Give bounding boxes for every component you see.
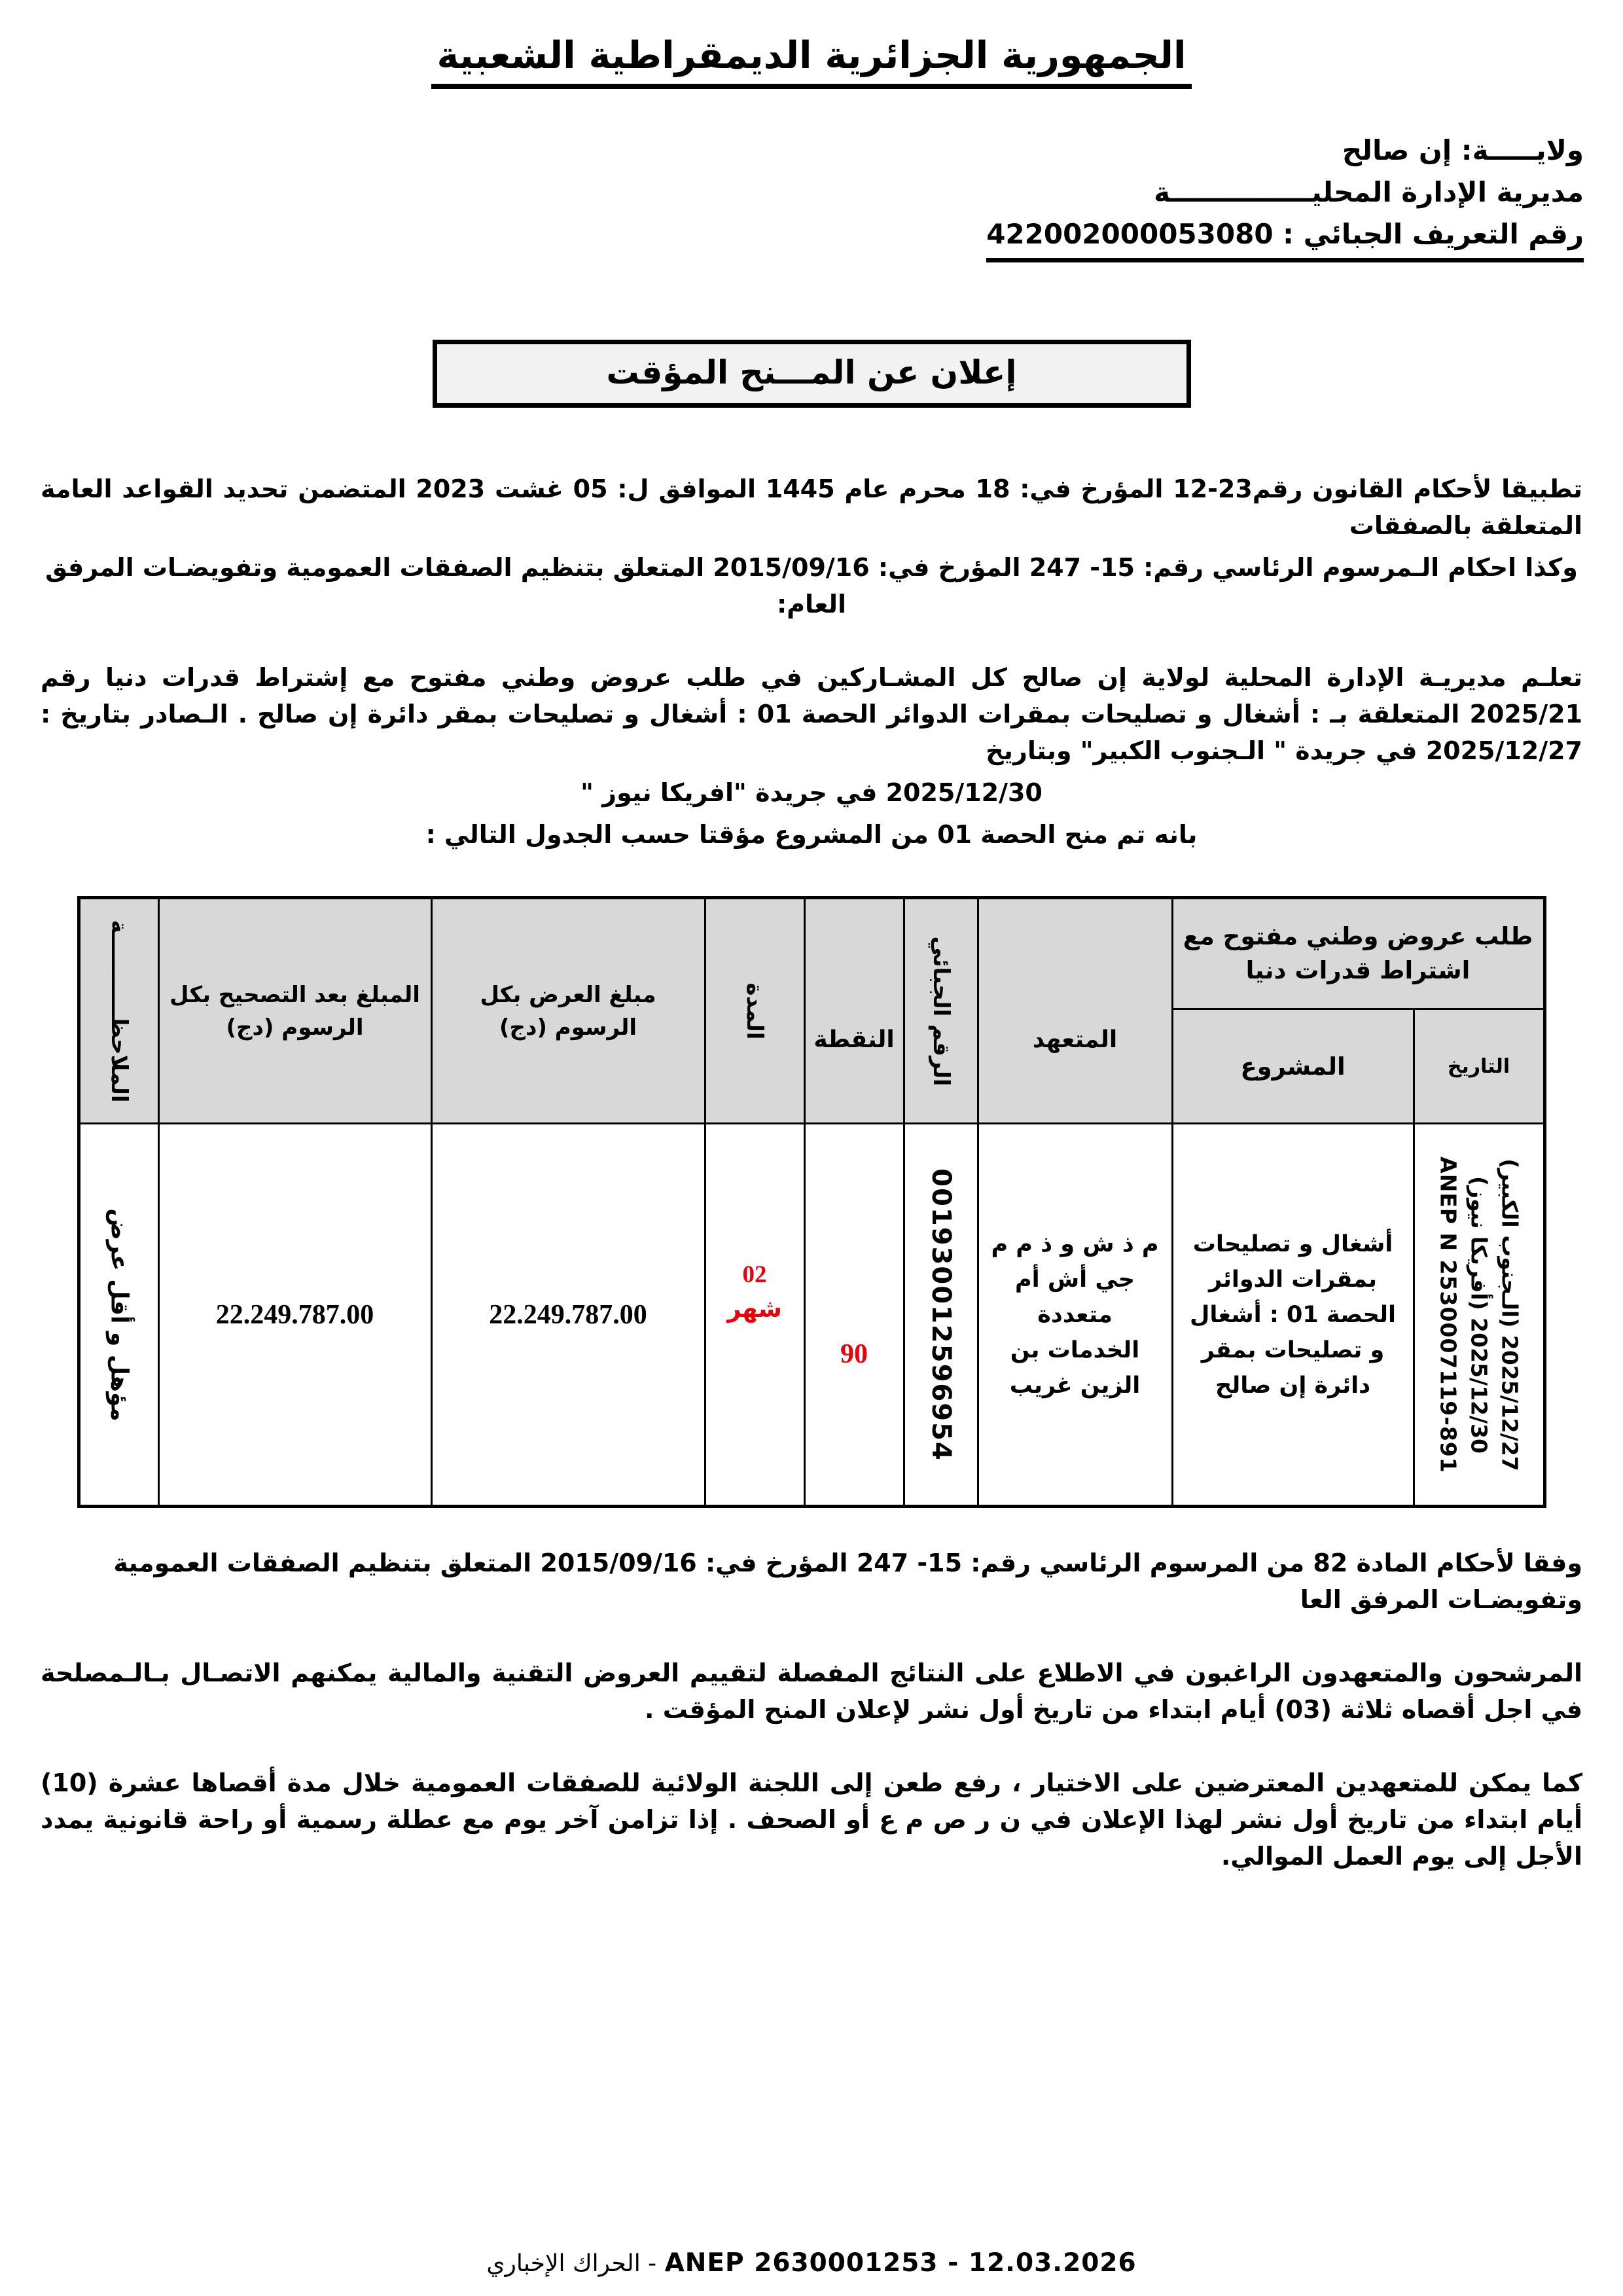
footer-anep-reference: ANEP 2630001253 - 12.03.2026 bbox=[664, 2248, 1137, 2278]
footnotes bbox=[0, 1545, 1623, 1874]
cell-corrected-amount: 22.249.787.00 bbox=[158, 1124, 431, 1507]
cell-tax-number bbox=[904, 1124, 978, 1507]
tax-id-line-row bbox=[39, 213, 1584, 262]
footer bbox=[0, 2248, 1623, 2278]
award-table bbox=[77, 896, 1546, 1508]
tax-number-rotated: 001930012596954 bbox=[925, 1168, 956, 1462]
administration-block bbox=[0, 130, 1623, 262]
legal-paragraph-line2: وكذا احكام الـمرسوم الرئاسي رقم: 15- 247 المؤرخ في: 2015/09/16 المتعلق بتنظيم الصفقات العمومية وتفويضـات المرفق العام: bbox=[45, 553, 1578, 619]
header-project: المشروع bbox=[1172, 1009, 1414, 1124]
award-table-wrapper bbox=[0, 896, 1623, 1508]
remark-rotated: مؤهل و أقل عرض bbox=[105, 1208, 132, 1422]
header-tender: طلب عروض وطني مفتوح مع اشتراط قدرات دنيا bbox=[1172, 898, 1544, 1009]
footnote-results-access: المرشحون والمتعهدون الراغبون في الاطلاع على النتائج المفصلة لتقييم العروض التقنية والمالية يمكنهم الاتصـال بـالـمصلحة في اجل أقصاه ثلاثة (03) أيام ابتداء من تاريخ أول نشر لإعلان المنح المؤقت . bbox=[41, 1659, 1582, 1724]
legal-paragraph-line1: تطبيقا لأحكام القانون رقم23-12 المؤرخ في: 18 محرم عام 1445 الموافق ل: 05 غشت 2023 المتضمن تحديد القواعد العامة المتعلقة بالصفقات bbox=[41, 475, 1583, 540]
award-statement-prefix: بانه تم منح bbox=[1056, 820, 1198, 849]
intro-paragraph: تعلـم مديريـة الإدارة المحلية لولاية إن صالح كل المشـاركين في طلب عروض وطني مفتوح مع إشتراط قدرات دنيا رقم 2025/21 المتعلقة بـ : أشغال و تصليحات بمقرات الدوائر الحصة 01 : أشغال و تصليحات بمقر دائرة إن صالح . الـصادر بتاريخ : 2025/12/27 في جريدة " الـجنوب الكبير" وبتاريخ bbox=[41, 663, 1583, 765]
cell-score: 90 bbox=[804, 1124, 904, 1507]
header-offer-amount: مبلغ العرض بكل الرسوم (دج) bbox=[431, 898, 705, 1124]
cell-contractor: م ذ ش و ذ م م جي أش أم متعددة الخدمات بن الزين غريب bbox=[978, 1124, 1172, 1507]
footnote-appeal: كما يمكن للمتعهدين المعترضين على الاختيار ، رفع طعن إلى اللجنة الولائية للصفقات العمومية خلال مدة أقصاها عشرة (10) أيام ابتداء من تاريخ أول نشر لهذا الإعلان في ن ر ص م ع أو الصحف . إذا تزامن آخر يوم مع عطلة رسمية أو راحة قانونية يمدد الأجل إلى يوم العمل الموالي. bbox=[41, 1768, 1582, 1871]
wilaya-line: ولايـــــة: إن صالح bbox=[1342, 134, 1584, 166]
publication-dates-rotated bbox=[1433, 1157, 1525, 1473]
body-paragraphs bbox=[0, 471, 1623, 853]
duration-unit: شهر bbox=[727, 1294, 782, 1323]
header-score: النقطة bbox=[804, 898, 904, 1124]
intro-paragraph-last-line: 2025/12/30 في جريدة "افريكا نيوز " bbox=[580, 778, 1043, 807]
header-corrected-amount: المبلغ بعد التصحيح بكل الرسوم (دج) bbox=[158, 898, 431, 1124]
announcement-title-box: إعلان عن المـــنح المؤقت bbox=[433, 340, 1191, 408]
publication-anep-ref: ANEP N 2530007119-891 bbox=[1435, 1156, 1461, 1473]
header-tax-number-label: الرقم الجبائي bbox=[927, 935, 954, 1086]
header-date: التاريخ bbox=[1414, 1009, 1544, 1124]
directorate-line: مديرية الإدارة المحليـــــــــــــــة bbox=[1154, 176, 1584, 208]
publication-date-line1: (الـجنوب الكبير) 2025/12/27 bbox=[1497, 1158, 1522, 1471]
cell-offer-amount: 22.249.787.00 bbox=[431, 1124, 705, 1507]
header-duration-label: المدة bbox=[741, 982, 768, 1039]
cell-publication-dates bbox=[1414, 1124, 1544, 1507]
award-statement-suffix: من المشروع مؤقتا حسب الجدول التالي : bbox=[425, 820, 938, 849]
cell-remark bbox=[79, 1124, 158, 1507]
republic-title: الجمهورية الجزائرية الديمقراطية الشعبية bbox=[431, 34, 1191, 89]
tax-id-line: رقم التعريف الجبائي : 422002000053080 bbox=[986, 213, 1584, 262]
footnote-article82: وفقا لأحكام المادة 82 من المرسوم الرئاسي رقم: 15- 247 المؤرخ في: 2015/09/16 المتعلق بتنظيم الصفقات العمومية وتفويضـات المرفق العا bbox=[113, 1549, 1582, 1614]
cell-duration bbox=[705, 1124, 804, 1507]
award-statement bbox=[41, 816, 1582, 853]
announcement-title-row bbox=[0, 340, 1623, 408]
republic-title-row bbox=[0, 0, 1623, 89]
footer-publisher: - الحراك الإخباري bbox=[486, 2250, 657, 2277]
cell-project: أشغال و تصليحات بمقرات الدوائر الحصة 01 : أشغال و تصليحات بمقر دائرة إن صالح bbox=[1172, 1124, 1414, 1507]
header-contractor: المتعهد bbox=[978, 898, 1172, 1124]
header-tax-number bbox=[904, 898, 978, 1124]
award-statement-lot: الحصة 01 bbox=[937, 820, 1056, 849]
header-remark bbox=[79, 898, 158, 1124]
header-remark-label: الملاحظـــــــــــة bbox=[105, 919, 132, 1103]
publication-date-line2: (أفريكا نيوز) 2025/12/30 bbox=[1466, 1175, 1491, 1454]
header-duration bbox=[705, 898, 804, 1124]
duration-value: 02 bbox=[742, 1261, 767, 1288]
